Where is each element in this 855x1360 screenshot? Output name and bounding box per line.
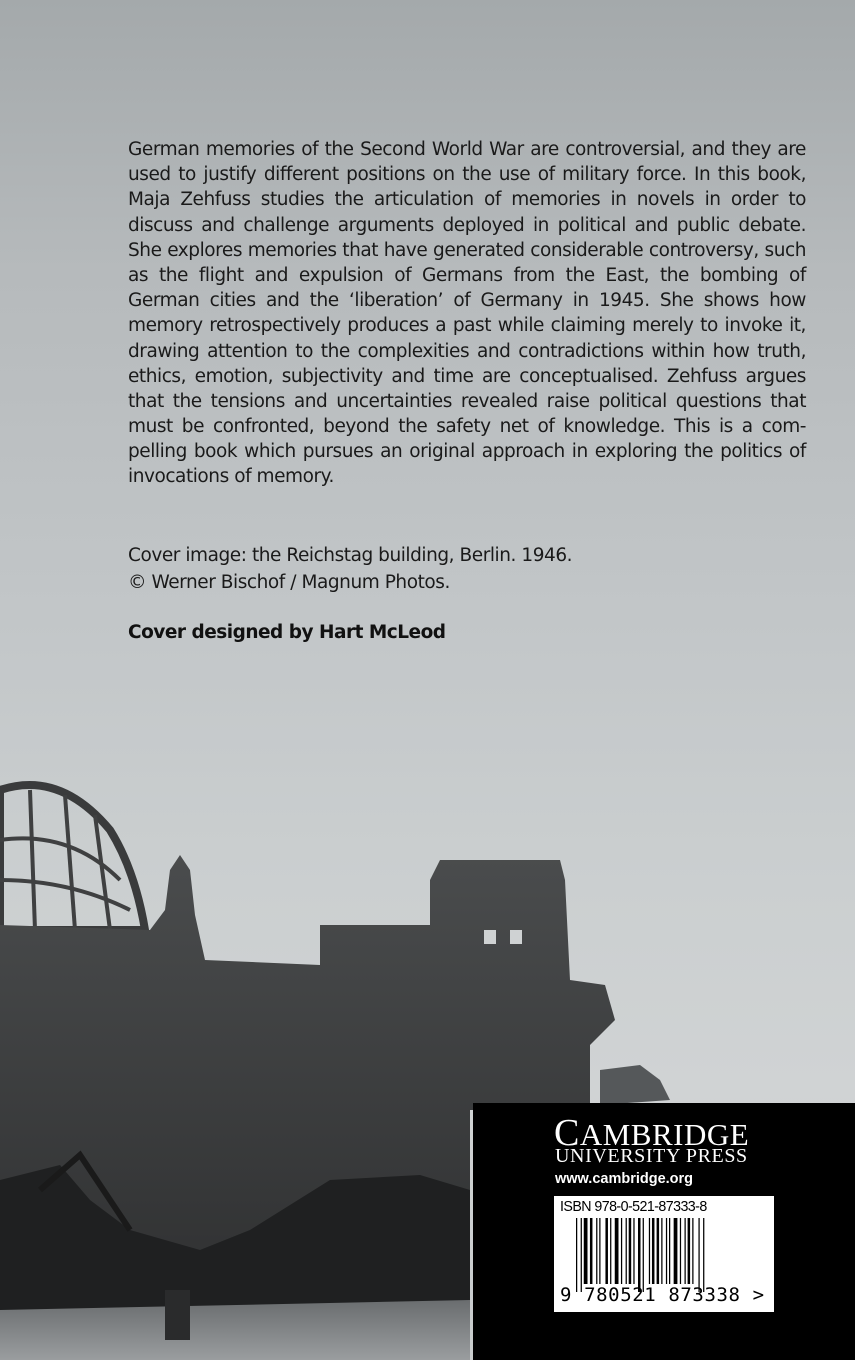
description-line: must be confronted, beyond the safety net of knowledge. This is a com- <box>128 416 806 438</box>
barcode-bar <box>666 1218 667 1284</box>
description-line: Maja Zehfuss studies the articulation of memories in novels in order to <box>128 189 806 211</box>
barcode-bar <box>629 1218 632 1284</box>
barcode-bar <box>596 1218 597 1284</box>
description-line: invocations of memory. <box>128 466 334 488</box>
barcode-bar <box>605 1218 608 1284</box>
barcode-bar <box>674 1218 678 1284</box>
barcode-bar <box>590 1218 593 1284</box>
description-line: She explores memories that have generated considerable controversy, such <box>128 239 806 261</box>
barcode-bar <box>680 1218 681 1284</box>
barcode-bar <box>599 1218 600 1284</box>
barcode-bar <box>584 1218 588 1284</box>
barcode-bar <box>652 1218 655 1284</box>
publisher-subtitle: UNIVERSITY PRESS <box>555 1145 748 1167</box>
barcode-bar <box>649 1218 650 1284</box>
barcode-bars <box>576 1218 756 1292</box>
publisher-url: www.cambridge.org <box>555 1171 694 1187</box>
description-line: ethics, emotion, subjectivity and time are conceptualised. Zehfuss argues <box>128 365 806 387</box>
description-line: German memories of the Second World War are controversial, and they are <box>128 139 806 160</box>
description-line: memory retrospectively produces a past while claiming merely to invoke it, <box>128 315 806 337</box>
barcode-bar <box>688 1218 691 1284</box>
barcode-bar <box>581 1218 582 1292</box>
barcode-bar <box>698 1218 699 1292</box>
barcode-bar <box>661 1218 662 1284</box>
barcode-bar <box>610 1218 611 1284</box>
isbn-text: ISBN 978-0-521-87333-8 <box>560 1198 707 1215</box>
description-line: German cities and the ‘liberation’ of Germany in 1945. She shows how <box>128 290 806 312</box>
description-line: discuss and challenge arguments deployed in political and public debate. <box>128 214 806 236</box>
barcode-bar <box>643 1218 644 1292</box>
description-line: that the tensions and uncertainties revealed raise political questions that <box>128 390 806 412</box>
description-line: drawing attention to the complexities and contradictions within how truth, <box>128 340 806 362</box>
barcode-bar <box>685 1218 686 1284</box>
barcode-bar <box>703 1218 704 1292</box>
barcode-bar <box>621 1218 622 1284</box>
publisher-logo: CAMBRIDGE <box>554 1112 750 1154</box>
book-description <box>128 137 806 490</box>
cover-image-credit: Cover image: the Reichstag building, Berlin. 1946. <box>128 545 573 566</box>
description-line: pelling book which pursues an original approach in exploring the politics of <box>128 441 806 463</box>
barcode-bar <box>633 1218 634 1284</box>
barcode-bar <box>657 1218 660 1284</box>
cover-designer-credit: Cover designed by Hart McLeod <box>128 622 446 643</box>
barcode-bar <box>669 1218 670 1284</box>
barcode-bar <box>615 1218 619 1284</box>
barcode-bar <box>626 1218 627 1284</box>
barcode-bar <box>576 1218 577 1292</box>
isbn-barcode <box>554 1196 774 1312</box>
barcode-bar <box>638 1218 641 1292</box>
photo-copyright: © Werner Bischof / Magnum Photos. <box>128 572 450 593</box>
barcode-bar <box>692 1218 693 1284</box>
publisher-block <box>473 1103 855 1360</box>
barcode-digits: 9 780521 873338 > <box>560 1284 765 1306</box>
description-line: used to justify different positions on the use of military force. In this book, <box>128 164 806 186</box>
description-line: as the flight and expulsion of Germans from the East, the bombing of <box>128 264 806 286</box>
